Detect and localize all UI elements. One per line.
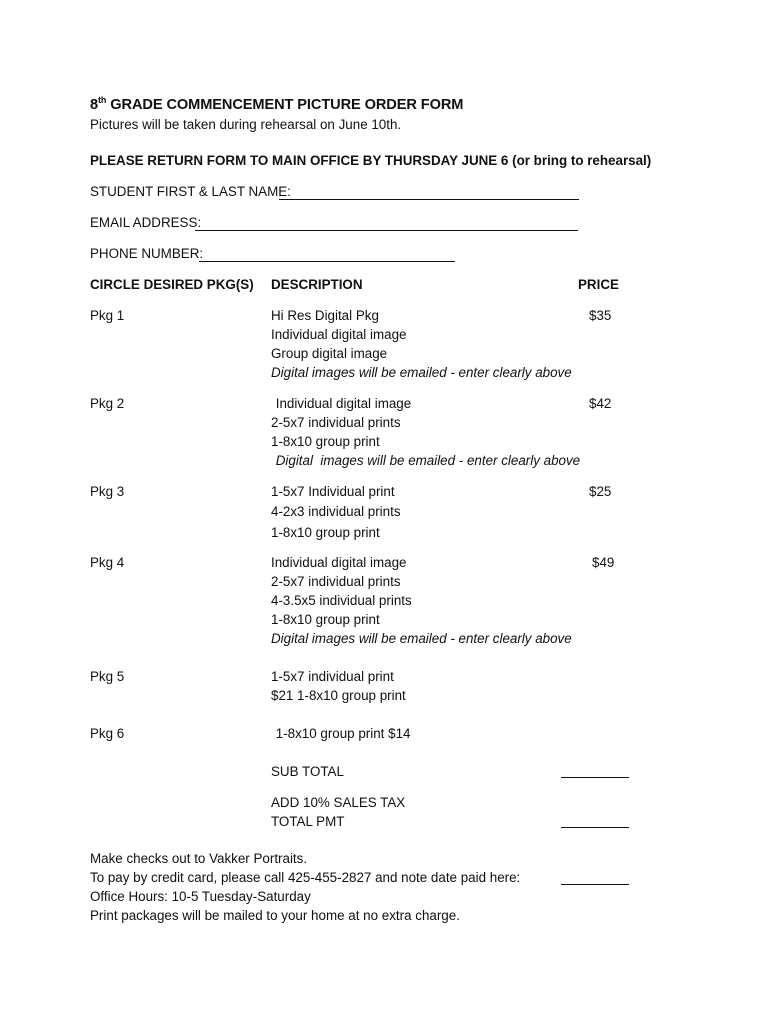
pkg-name[interactable]: Pkg 2 bbox=[90, 396, 125, 411]
pkg-price: $42 bbox=[589, 396, 612, 411]
pkg-line: 1-8x10 group print bbox=[271, 434, 380, 449]
phone-field[interactable] bbox=[199, 261, 455, 262]
pkg-name[interactable]: Pkg 6 bbox=[90, 726, 125, 741]
header-price: PRICE bbox=[578, 277, 619, 292]
pkg-line: 1-8x10 group print bbox=[271, 525, 380, 540]
title-number: 8 bbox=[90, 97, 99, 113]
pkg-note: Digital images will be emailed - enter clearly above bbox=[271, 365, 572, 380]
pkg-line: 4-2x3 individual prints bbox=[271, 504, 401, 519]
subtotal-field[interactable] bbox=[561, 777, 629, 778]
header-description: DESCRIPTION bbox=[271, 277, 363, 292]
footer-mailing: Print packages will be mailed to your home at no extra charge. bbox=[90, 908, 460, 923]
phone-label: PHONE NUMBER: bbox=[90, 246, 204, 261]
footer-office-hours: Office Hours: 10-5 Tuesday-Saturday bbox=[90, 889, 311, 904]
pkg-name[interactable]: Pkg 5 bbox=[90, 669, 125, 684]
pkg-line: $21 1-8x10 group print bbox=[271, 688, 406, 703]
pkg-price: $35 bbox=[589, 308, 612, 323]
pkg-price: $49 bbox=[592, 555, 615, 570]
pkg-line: 2-5x7 individual prints bbox=[271, 415, 401, 430]
pkg-line: Individual digital image bbox=[271, 327, 407, 342]
pkg-note: Digital images will be emailed - enter clearly above bbox=[272, 453, 581, 468]
email-field[interactable] bbox=[195, 230, 578, 231]
subtotal-label: SUB TOTAL bbox=[271, 764, 344, 779]
pkg-line: 1-5x7 Individual print bbox=[271, 484, 395, 499]
pkg-line: Hi Res Digital Pkg bbox=[271, 308, 379, 323]
pkg-name[interactable]: Pkg 4 bbox=[90, 555, 125, 570]
pkg-price: $25 bbox=[589, 484, 612, 499]
form-title bbox=[90, 95, 463, 113]
date-paid-field[interactable] bbox=[561, 884, 629, 885]
tax-label: ADD 10% SALES TAX bbox=[271, 795, 406, 810]
pkg-name[interactable]: Pkg 1 bbox=[90, 308, 125, 323]
header-pkg: CIRCLE DESIRED PKG(S) bbox=[90, 277, 254, 292]
total-field[interactable] bbox=[561, 827, 629, 828]
pkg-line: Individual digital image bbox=[272, 396, 412, 411]
footer-checks: Make checks out to Vakker Portraits. bbox=[90, 851, 308, 866]
title-superscript: th bbox=[98, 95, 107, 105]
total-label: TOTAL PMT bbox=[271, 814, 345, 829]
pkg-line: Individual digital image bbox=[271, 555, 407, 570]
return-notice: PLEASE RETURN FORM TO MAIN OFFICE BY THURSDAY JUNE 6 (or bring to rehearsal) bbox=[90, 153, 652, 168]
email-label: EMAIL ADDRESS: bbox=[90, 215, 202, 230]
student-name-field[interactable] bbox=[279, 199, 579, 200]
pkg-line: 2-5x7 individual prints bbox=[271, 574, 401, 589]
pkg-line: 1-8x10 group print $14 bbox=[272, 726, 411, 741]
pkg-line: 1-5x7 individual print bbox=[271, 669, 394, 684]
pkg-name[interactable]: Pkg 3 bbox=[90, 484, 125, 499]
pkg-line: Group digital image bbox=[271, 346, 388, 361]
pkg-line: 1-8x10 group print bbox=[271, 612, 380, 627]
student-name-label: STUDENT FIRST & LAST NAME: bbox=[90, 184, 291, 199]
pkg-note: Digital images will be emailed - enter clearly above bbox=[271, 631, 572, 646]
pkg-line: 4-3.5x5 individual prints bbox=[271, 593, 412, 608]
title-text: GRADE COMMENCEMENT PICTURE ORDER FORM bbox=[106, 97, 464, 113]
footer-credit-card: To pay by credit card, please call 425-455-2827 and note date paid here: bbox=[90, 870, 521, 885]
form-subtitle: Pictures will be taken during rehearsal on June 10th. bbox=[90, 117, 402, 132]
